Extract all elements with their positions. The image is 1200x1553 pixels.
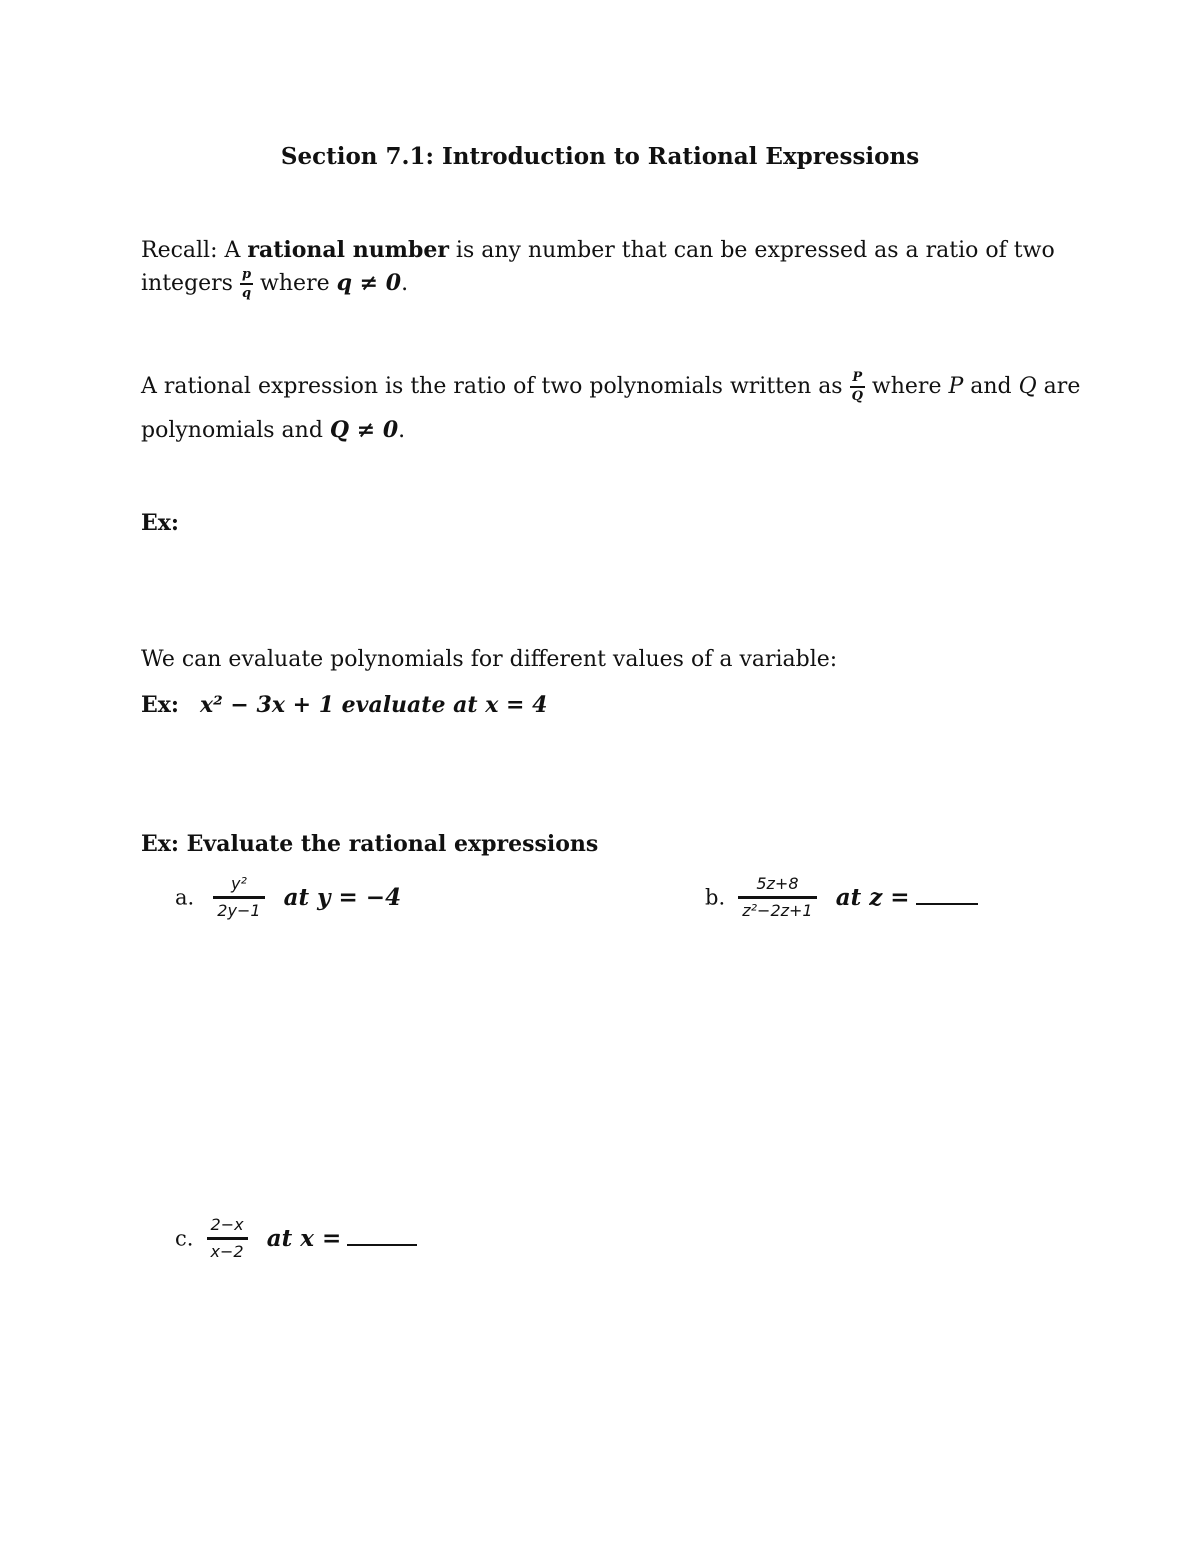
problem-c-condition: at x =: [266, 1225, 342, 1252]
problem-c: [175, 1217, 417, 1260]
problem-c-label: c.: [175, 1226, 194, 1251]
problem-b-label: b.: [705, 885, 726, 910]
problem-b-fraction: $\frac{5z+8}{\text{z²−2z+1}}$: [738, 876, 816, 919]
problem-c-answer-blank: [347, 1244, 417, 1246]
problem-a-fraction: $\frac{\text{y²}}{2y-1}$: [213, 876, 264, 919]
polynomial-example-label: Ex:: [141, 692, 180, 718]
polynomial-expression: x² − 3x + 1 evaluate at x = 4: [200, 692, 548, 718]
problem-c-fraction: $\frac{2-x}{x-2}$: [207, 1217, 248, 1260]
evaluate-intro: We can evaluate polynomials for different values of a variable:: [141, 647, 838, 672]
condition-Q-nonzero: Q ≠ 0: [329, 417, 399, 443]
rational-number-term: rational number: [247, 237, 449, 263]
definition-line-1: A rational expression is the ratio of two polynomials written as $\frac{P}{Q}$ where P and Q are: [141, 370, 1081, 404]
fraction-p-over-q: $\frac{p}{q}$: [241, 267, 252, 301]
fraction-P-over-Q: $\frac{P}{Q}$: [851, 370, 863, 404]
problem-b: [705, 876, 978, 919]
problem-a-condition: at y = −4: [283, 884, 402, 911]
problem-a-label: a.: [175, 885, 195, 910]
problem-b-answer-blank: [916, 903, 978, 905]
example-label: Ex:: [141, 510, 180, 536]
problem-a: [175, 876, 401, 919]
polynomial-example: [141, 692, 547, 718]
rational-examples-heading: Ex: Evaluate the rational expressions: [141, 831, 599, 857]
definition-line-2: polynomials and Q ≠ 0.: [141, 417, 406, 443]
condition-q-nonzero: q ≠ 0: [336, 270, 402, 296]
problem-b-condition: at z =: [835, 884, 910, 911]
page-title: Section 7.1: Introduction to Rational Expressions: [280, 143, 920, 170]
recall-line-1: Recall: A rational number is any number that can be expressed as a ratio of two: [141, 237, 1055, 263]
recall-line-2: integers $\frac{p}{q}$ where q ≠ 0.: [141, 267, 409, 301]
